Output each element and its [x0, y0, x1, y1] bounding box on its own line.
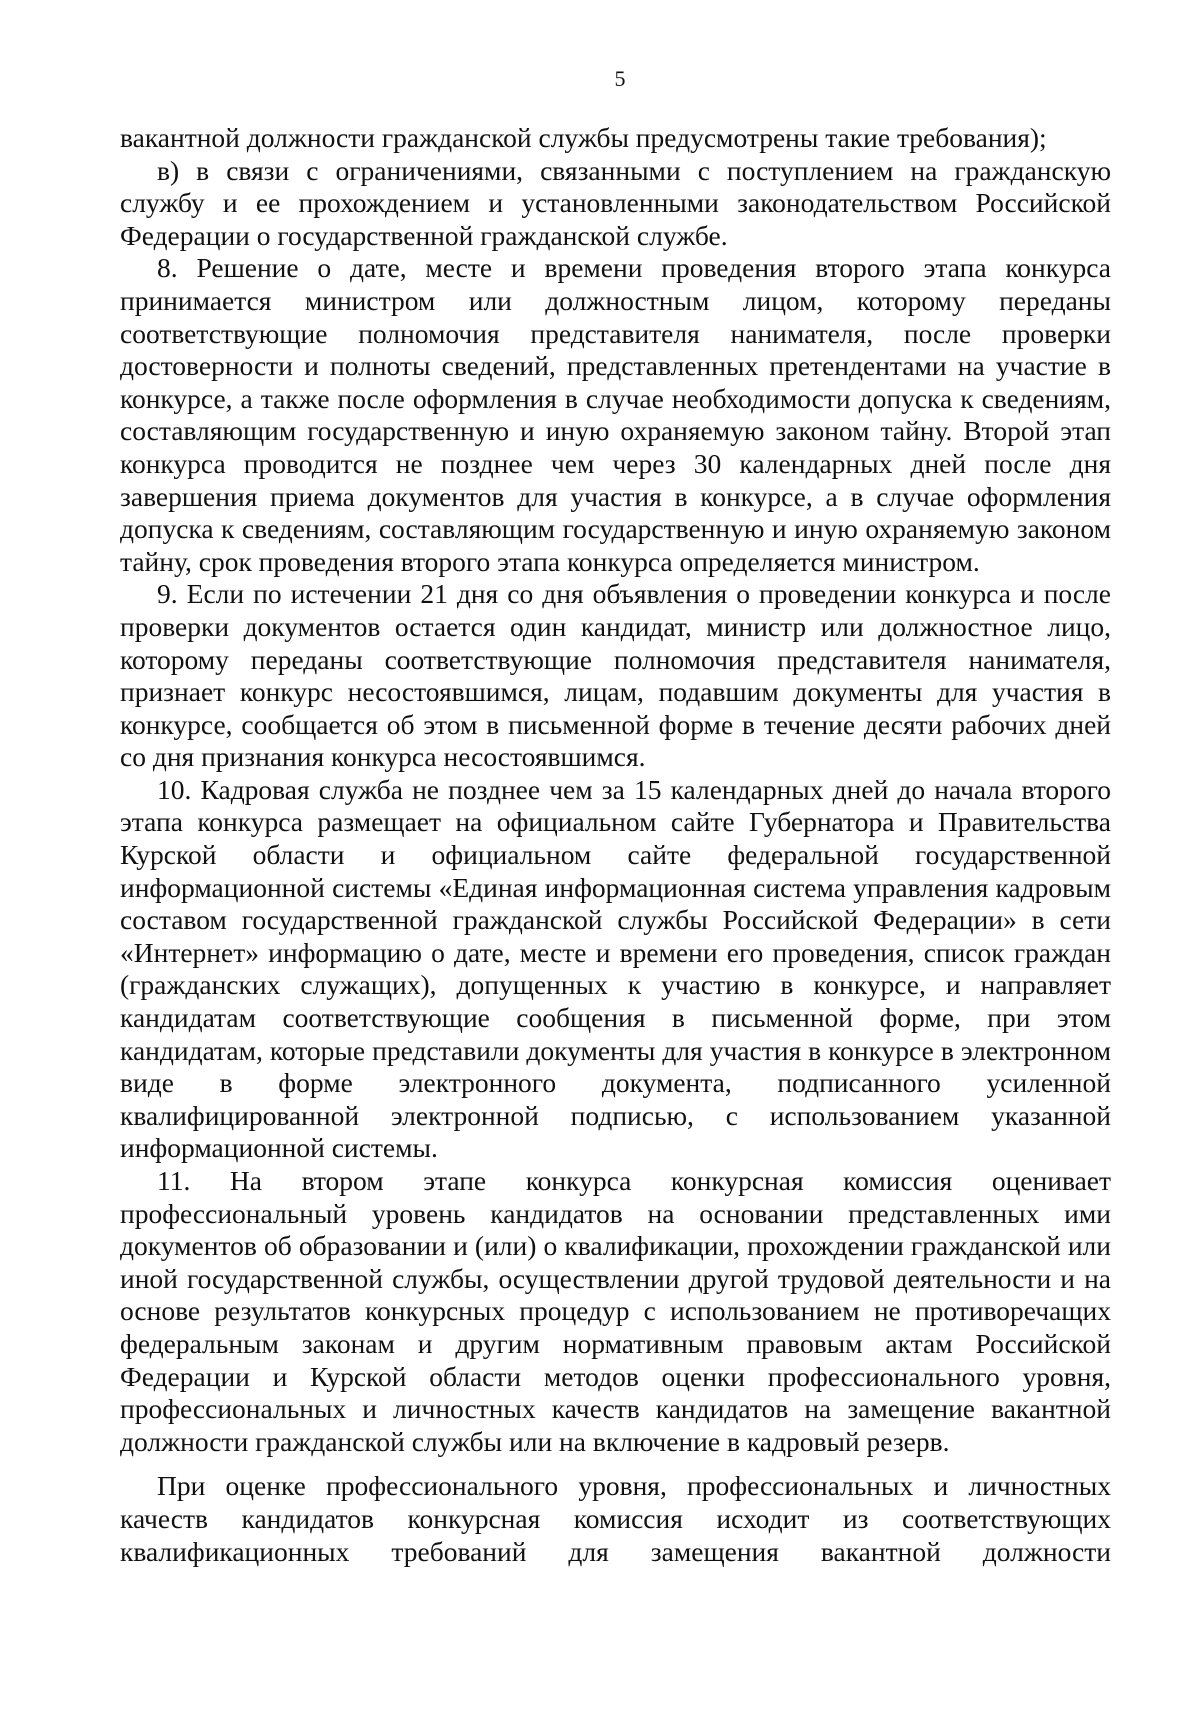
page-number: 5 [614, 66, 626, 91]
paragraph-10: 10. Кадровая служба не позднее чем за 15 календарных дней до начала второго этапа конкурса размещает на официальном сайте Губернатора и Правительства Курской области и официальном сайте федеральной государственной информационной системы «Единая информационная система управления кадровым составом государственной гражданской службы Российской Федерации» в сети «Интернет» информацию о дате, месте и времени его проведения, список граждан (гражданских служащих), допущенных к участию в конкурсе, и направляет кандидатам соответствующие сообщения в письменной форме, при этом кандидатам, которые представили документы для участия в конкурсе в электронном виде в форме электронного документа, подписанного усиленной квалифицированной электронной подписью, с использованием указанной информационной системы. [120, 773, 1111, 1164]
paragraph-11: 11. На втором этапе конкурса конкурсная комиссия оценивает профессиональный уровень кандидатов на основании представленных ими документов об образовании и (или) о квалификации, прохождении гражданской или иной государственной службы, осуществлении другой трудовой деятельности и на основе результатов конкурсных процедур с использованием не противоречащих федеральным законам и другим нормативным правовым актам Российской Федерации и Курской области методов оценки профессионального уровня, профессиональных и личностных качеств кандидатов на замещение вакантной должности гражданской службы или на включение в кадровый резерв. [120, 1165, 1111, 1457]
paragraph-item-v: в) в связи с ограничениями, связанными с поступлением на гражданскую службу и ее прохождением и установленными законодательством Российской Федерации о государственной гражданской службе. [120, 154, 1111, 251]
paragraph-continuation: вакантной должности гражданской службы предусмотрены такие требования); [120, 122, 1047, 153]
paragraph-9: 9. Если по истечении 21 дня со дня объявления о проведении конкурса и после проверки документов остается один кандидат, министр или должностное лицо, которому переданы соответствующие полномочия представителя нанимателя, признает конкурс несостоявшимся, лицам, подавшим документы для участия в конкурсе, сообщается об этом в письменной форме в течение десяти рабочих дней со дня признания конкурса несостоявшимся. [120, 578, 1111, 773]
paragraph-8: 8. Решение о дате, месте и времени проведения второго этапа конкурса принимается министром или должностным лицом, которому переданы соответствующие полномочия представителя нанимателя, после проверки достоверности и полноты сведений, представленных претендентами на участие в конкурсе, а также после оформления в случае необходимости допуска к сведениям, составляющим государственную и иную охраняемую законом тайну. Второй этап конкурса проводится не позднее чем через 30 календарных дней после дня завершения приема документов для участия в конкурсе, а в случае оформления допуска к сведениям, составляющим государственную и иную охраняемую законом тайну, срок проведения второго этапа конкурса определяется министром. [120, 252, 1111, 577]
paragraph-assessment: При оценке профессионального уровня, профессиональных и личностных качеств кандидатов конкурсная комиссия исходит из соответствующих квалификационных требований для замещения вакантной должности [120, 1470, 1111, 1567]
document-body [120, 122, 1111, 1568]
